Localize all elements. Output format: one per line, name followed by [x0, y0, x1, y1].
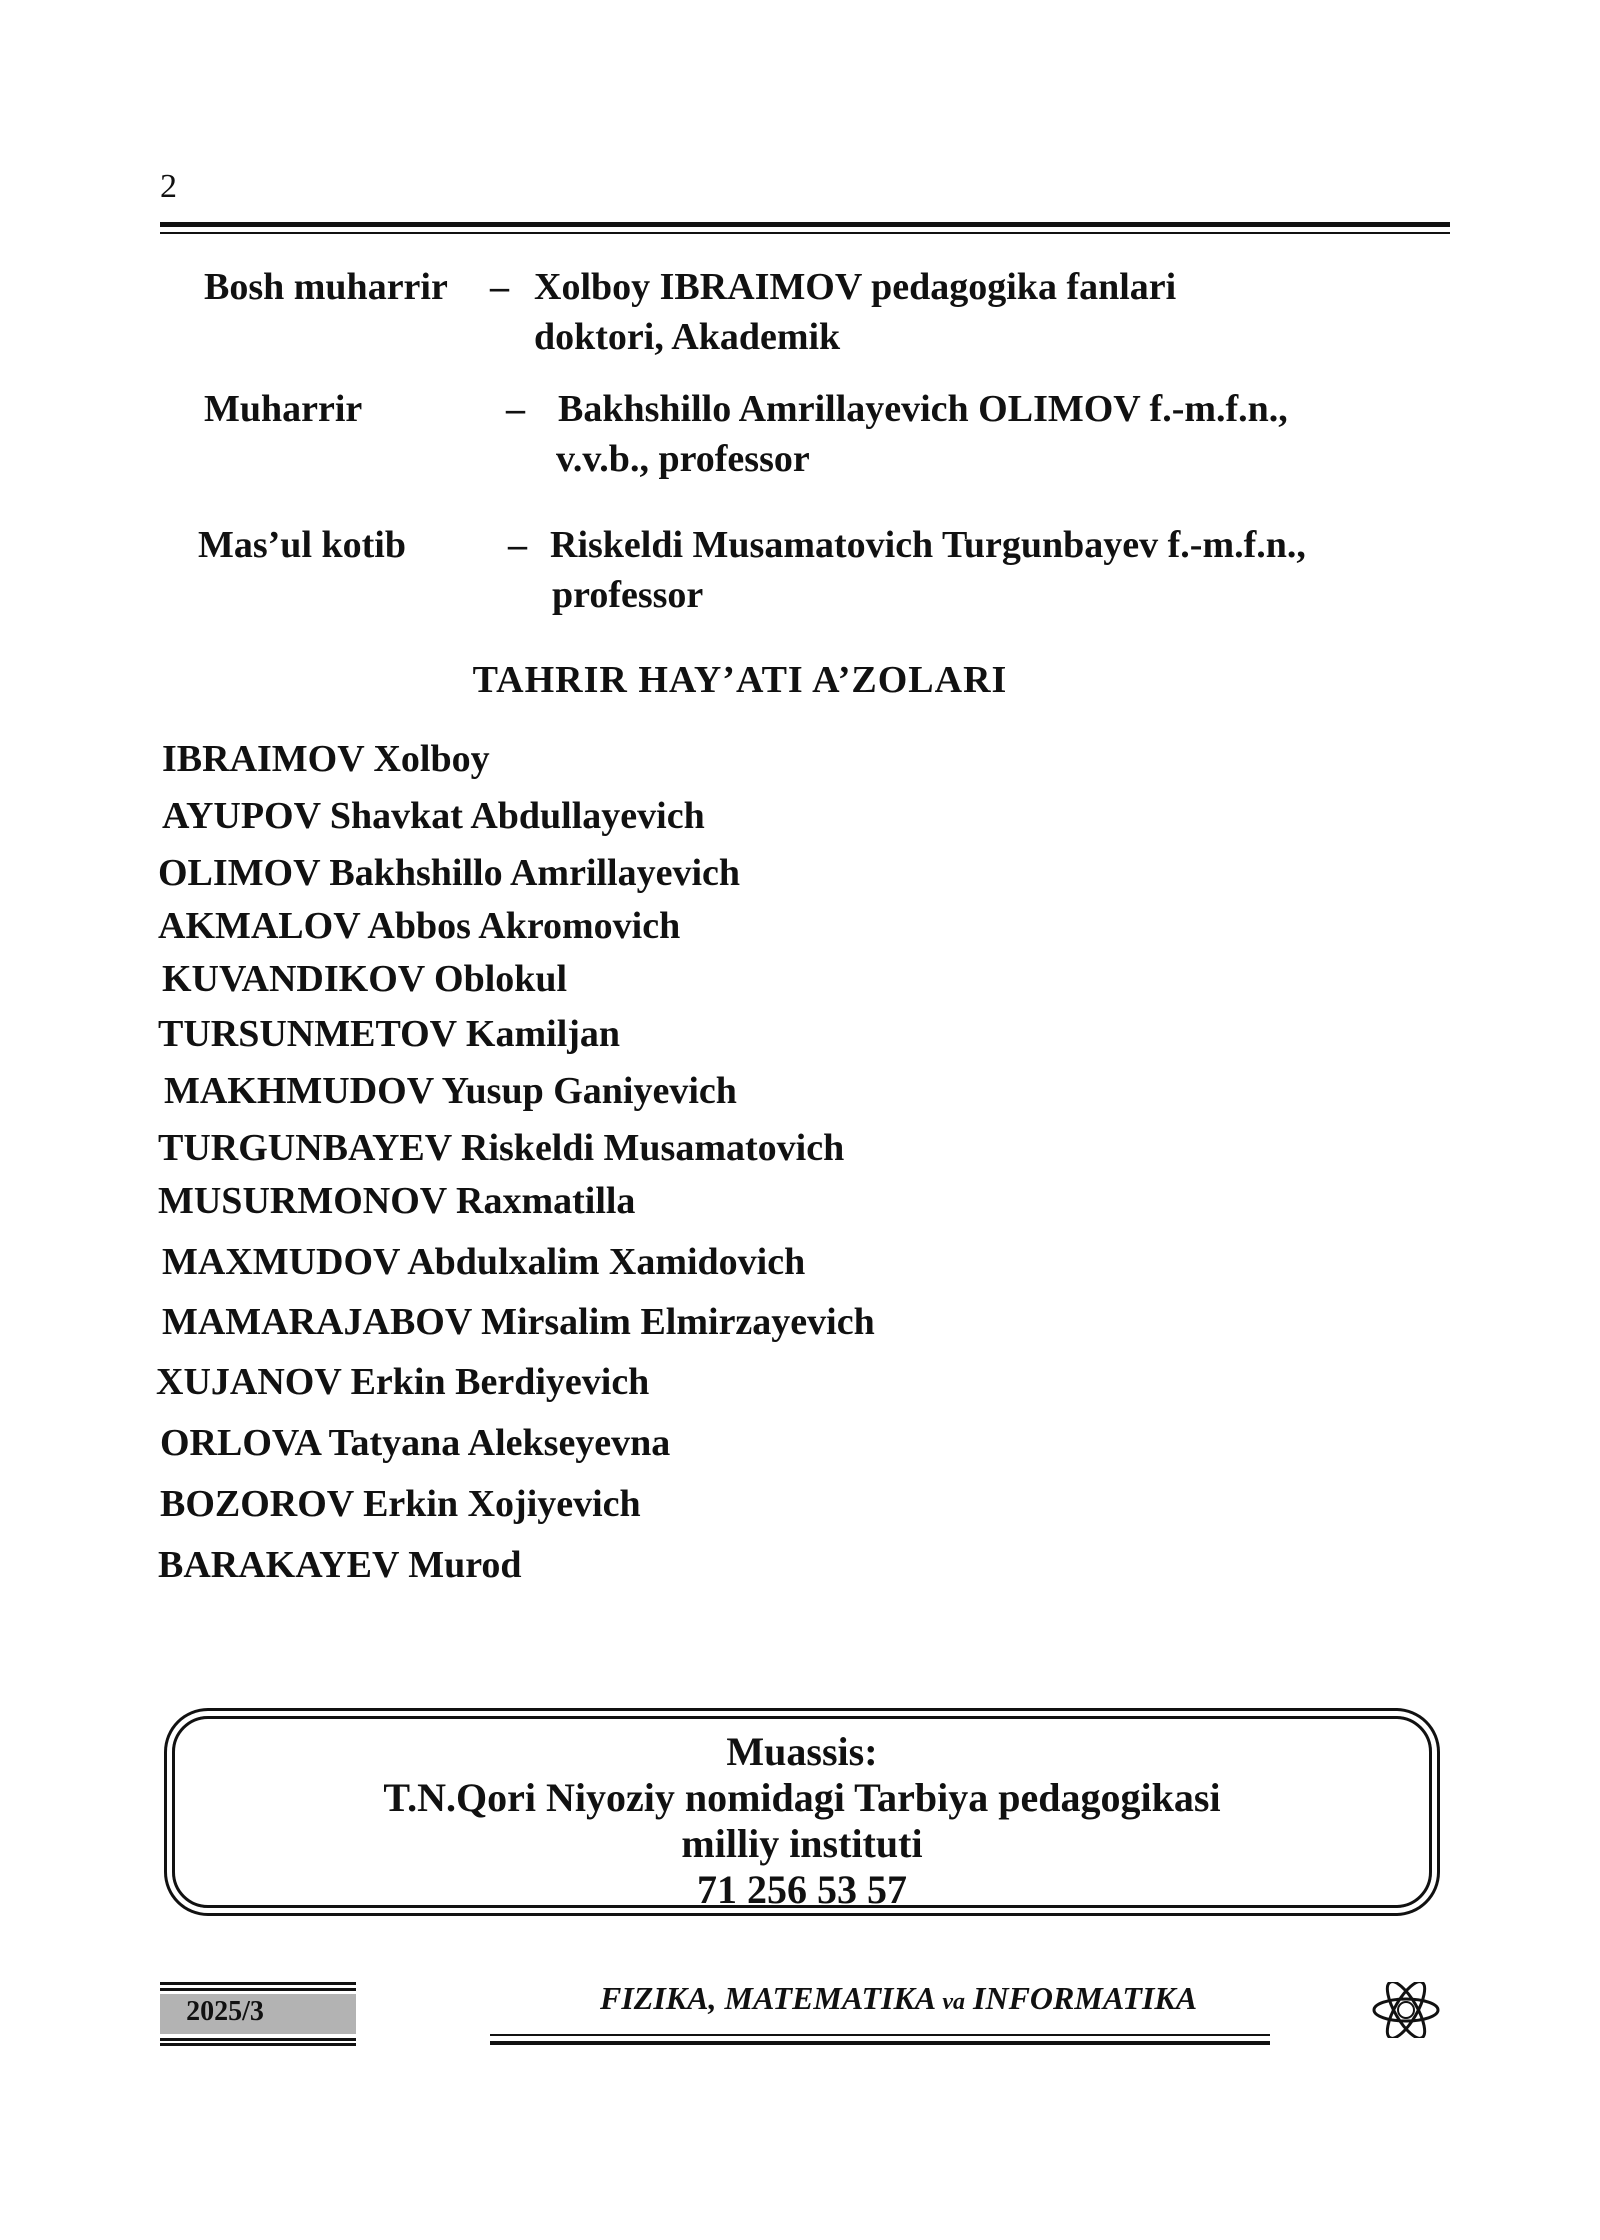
journal-title [600, 1980, 1197, 2017]
header-rule-thin [160, 232, 1450, 234]
staff-name-line2: doktori, Akademik [534, 316, 841, 358]
issue-badge-top-rule-2 [160, 1988, 356, 1991]
staff-role: Bosh muharrir [204, 266, 448, 308]
issue-number: 2025/3 [186, 1996, 264, 2027]
issue-badge-top-rule [160, 1982, 356, 1985]
staff-name-line2: professor [552, 574, 704, 616]
staff-name-line1: Bakhshillo Amrillayevich OLIMOV f.-m.f.n., [558, 388, 1288, 430]
board-member: TURGUNBAYEV Riskeldi Musamatovich [158, 1127, 845, 1169]
journal-title-part1: FIZIKA, MATEMATIKA [600, 1980, 943, 2016]
staff-dash: – [506, 388, 525, 430]
board-member: KUVANDIKOV Oblokul [162, 958, 568, 1000]
issue-badge-bottom-rule [160, 2038, 356, 2041]
board-member: IBRAIMOV Xolboy [162, 738, 490, 780]
issue-badge-bottom-rule-2 [160, 2043, 356, 2046]
page-number: 2 [160, 168, 177, 205]
founder-label: Muassis: [726, 1729, 878, 1774]
staff-name-line1: Xolboy IBRAIMOV pedagogika fanlari [534, 266, 1177, 308]
founder-institution-line1: T.N.Qori Niyoziy nomidagi Tarbiya pedagogikasi [383, 1775, 1221, 1820]
staff-dash: – [508, 524, 527, 566]
staff-name-line2: v.v.b., professor [556, 438, 810, 480]
board-member: AYUPOV Shavkat Abdullayevich [162, 795, 705, 837]
board-member: MAMARAJABOV Mirsalim Elmirzayevich [162, 1301, 875, 1343]
board-member: ORLOVA Tatyana Alekseyevna [160, 1422, 671, 1464]
issue-badge [160, 1982, 356, 2044]
header-rule-thick [160, 222, 1450, 227]
atom-logo-icon [1370, 1982, 1442, 2038]
board-member: AKMALOV Abbos Akromovich [158, 905, 681, 947]
board-member: XUJANOV Erkin Berdiyevich [156, 1361, 650, 1403]
footer-rule-thin [490, 2034, 1270, 2036]
journal-title-va: va [942, 1989, 966, 2015]
staff-dash: – [490, 266, 509, 308]
board-member: MUSURMONOV Raxmatilla [158, 1180, 636, 1222]
editorial-board-heading: TAHRIR HAY’ATI A’ZOLARI [472, 659, 1008, 701]
founder-box [172, 1716, 1432, 1912]
board-member: MAXMUDOV Abdulxalim Xamidovich [162, 1241, 806, 1283]
staff-name-line1: Riskeldi Musamatovich Turgunbayev f.-m.f.n., [550, 524, 1306, 566]
staff-role: Mas’ul kotib [198, 524, 406, 566]
founder-phone: 71 256 53 57 [697, 1867, 907, 1912]
board-member: BARAKAYEV Murod [158, 1544, 522, 1586]
board-member: MAKHMUDOV Yusup Ganiyevich [164, 1070, 737, 1112]
board-member: OLIMOV Bakhshillo Amrillayevich [158, 852, 741, 894]
journal-title-part2: INFORMATIKA [965, 1980, 1198, 2016]
staff-role: Muharrir [204, 388, 363, 430]
footer-rule-thick [490, 2041, 1270, 2045]
founder-institution-line2: milliy instituti [681, 1821, 923, 1866]
board-member: BOZOROV Erkin Xojiyevich [160, 1483, 641, 1525]
board-member: TURSUNMETOV Kamiljan [158, 1013, 621, 1055]
